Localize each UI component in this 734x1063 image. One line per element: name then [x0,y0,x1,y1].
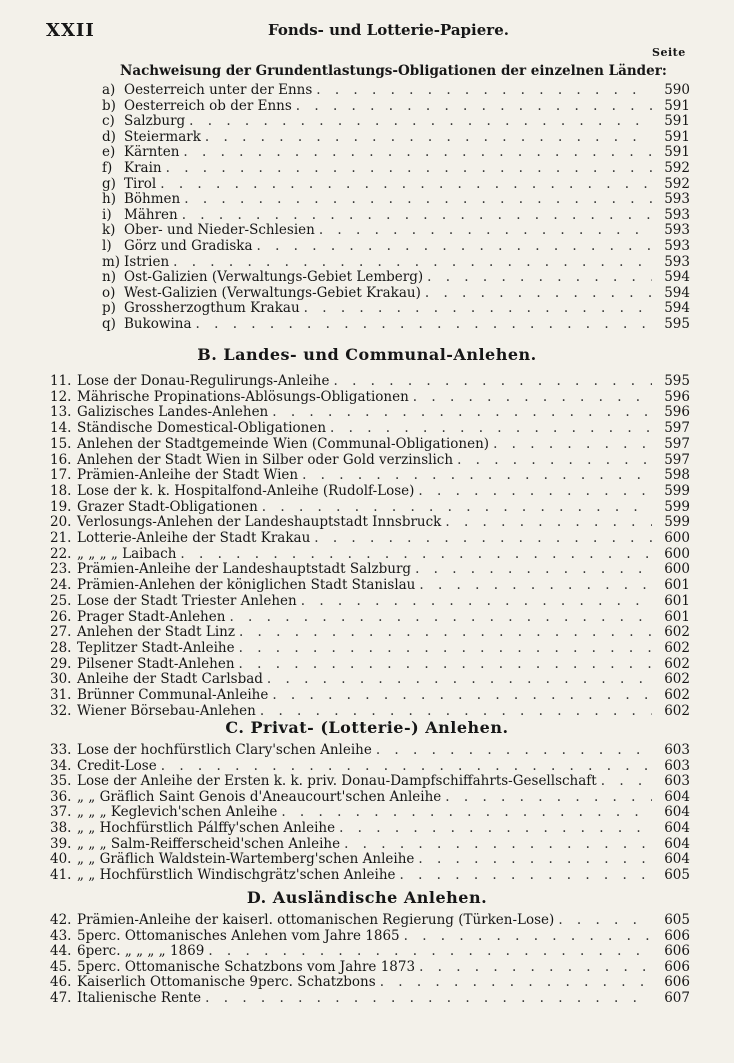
entry-title: Verlosungs-Anlehen der Landeshauptstadt Innsbruck [77,514,442,531]
entry-number: p) [102,300,116,317]
entry-title: Anlehen der Stadt Linz [77,624,235,641]
leader-dots [493,436,652,452]
entry-number: 24. [50,577,72,594]
entry-title: Grossherzogthum Krakau [124,300,300,317]
intro-heading: Nachweisung der Grundentlastungs-Obligationen der einzelnen Länder: [120,63,667,79]
entry-number: 14. [50,420,72,437]
entry-title: Galizisches Landes-Anlehen [77,404,269,421]
leader-dots [229,609,652,625]
entry-page-number: 597 [664,435,690,452]
index-entry [50,499,690,515]
leader-dots [333,373,652,389]
entry-title: Ost-Galizien (Verwaltungs-Gebiet Lemberg) [124,269,424,286]
entry-title: Böhmen [124,191,181,208]
index-entry [50,687,690,703]
entry-number: m) [102,253,121,270]
entry-title: Oesterreich ob der Enns [124,97,292,114]
index-entry [50,773,690,789]
entry-page-number: 603 [664,742,690,758]
index-entry [102,144,690,160]
leader-dots [260,703,652,719]
index-entry [50,836,690,852]
leader-dots [418,851,652,867]
index-entry [102,300,690,316]
entry-title: Lose der Anleihe der Ersten k. k. priv. Donau-Dampfschiffahrts-Gesellschaft [77,773,597,790]
index-entry [50,577,690,593]
entry-number: f) [102,160,113,176]
page-number: XXII [46,20,95,41]
entry-page-number: 602 [664,702,690,719]
entry-title: Krain [124,160,162,176]
entry-page-number: 604 [664,851,690,868]
entry-title: Steiermark [124,128,201,145]
entry-number: 19. [50,498,72,515]
entry-title: Ober- und Nieder-Schlesien [124,222,315,239]
entry-title: Tirol [124,175,157,192]
entry-page-number: 598 [664,467,690,484]
entry-title: Mährische Propinations-Ablösungs-Obligationen [77,388,409,405]
running-title: Fonds- und Lotterie-Papiere. [268,21,509,39]
leader-dots [183,144,652,160]
entry-page-number: 599 [664,498,690,515]
entry-title: Prager Stadt-Anlehen [77,608,226,625]
index-entry [50,703,690,719]
entry-title: Anlehen der Stadtgemeinde Wien (Communal-Obligationen) [77,435,490,452]
leader-dots [281,804,652,820]
entry-title: Lose der k. k. Hospitalfond-Anleihe (Rudolf-Lose) [77,482,415,499]
entry-page-number: 594 [664,269,690,286]
entry-title: Bukowina [124,316,192,332]
entry-page-number: 593 [664,222,690,239]
entry-page-number: 601 [664,608,690,625]
index-entry [50,820,690,836]
leader-dots [160,176,652,192]
entry-number: 29. [50,655,72,672]
index-entry [50,514,690,530]
entry-number: 13. [50,404,72,421]
entry-title: Lose der Stadt Triester Anlehen [77,592,297,609]
entry-number: k) [102,222,116,239]
index-entry [50,671,690,687]
leader-dots [413,389,652,405]
index-entry [50,561,690,577]
entry-page-number: 600 [664,530,690,546]
entry-page-number: 603 [664,757,690,774]
entry-page-number: 591 [664,128,690,145]
entry-page-number: 607 [664,990,690,1006]
index-entry [50,912,690,928]
index-entry [102,238,690,254]
leader-dots [166,160,652,176]
leader-dots [457,452,652,468]
entry-page-number: 599 [664,514,690,531]
entry-page-number: 600 [664,545,690,562]
entry-number: 40. [50,851,72,868]
entry-number: 37. [50,804,72,821]
entry-title: West-Galizien (Verwaltungs-Gebiet Krakau) [124,284,421,301]
entry-number: 28. [50,639,72,656]
entry-number: 23. [50,561,72,578]
index-entry [50,404,690,420]
entry-title: „ „ „ Salm-Reifferscheid'schen Anleihe [77,835,341,852]
leader-dots [189,113,652,129]
leader-dots [208,943,652,959]
entry-number: 17. [50,467,72,484]
index-entry [50,624,690,640]
entry-title: 5perc. Ottomanisches Anlehen vom Jahre 1865 [77,927,400,944]
index-entry [102,191,690,207]
entry-number: 33. [50,742,72,758]
entry-title: „ „ „ „ Laibach [77,545,177,562]
entry-title: Prämien-Anleihe der kaiserl. ottomanischen Regierung (Türken-Lose) [77,912,555,928]
leader-dots [173,254,652,270]
entry-number: 31. [50,687,72,703]
entry-page-number: 605 [664,912,690,928]
entry-number: b) [102,97,116,114]
leader-dots [239,640,652,656]
entry-number: d) [102,128,116,145]
leader-dots [161,758,652,774]
leader-dots [314,530,652,546]
entry-number: 21. [50,530,72,546]
entry-title: Anleihe der Stadt Carlsbad [77,671,263,688]
entry-page-number: 602 [664,687,690,703]
leader-dots [445,789,652,805]
entry-number: 26. [50,608,72,625]
leader-dots [419,959,652,975]
leader-dots [302,467,652,483]
entry-page-number: 601 [664,592,690,609]
section-b-title: B. Landes- und Communal-Anlehen. [197,345,537,364]
entry-title: Grazer Stadt-Obligationen [77,498,258,515]
entry-number: 44. [50,943,72,960]
entry-page-number: 606 [664,927,690,944]
entry-page-number: 595 [664,373,690,389]
entry-page-number: 604 [664,835,690,852]
entry-page-number: 606 [664,958,690,975]
leader-dots [196,316,652,332]
entry-number: 22. [50,545,72,562]
entry-page-number: 597 [664,451,690,468]
entry-page-number: 604 [664,788,690,805]
entry-number: n) [102,269,116,286]
index-entry [50,452,690,468]
entry-title: Lose der Donau-Regulirungs-Anleihe [77,373,330,389]
index-entry [50,851,690,867]
leader-dots [319,222,652,238]
leader-dots [316,82,652,98]
entry-number: 41. [50,866,72,883]
index-entry [50,530,690,546]
index-entry [102,316,690,332]
entry-number: 18. [50,482,72,499]
leader-dots [427,269,652,285]
entry-number: 36. [50,788,72,805]
leader-dots [272,404,652,420]
entry-number: 20. [50,514,72,531]
leader-dots [205,129,652,145]
entry-page-number: 592 [664,175,690,192]
index-entry [50,467,690,483]
index-entry [50,742,690,758]
index-entry [102,285,690,301]
leader-dots [400,867,652,883]
entry-title: Pilsener Stadt-Anlehen [77,655,235,672]
entry-title: Anlehen der Stadt Wien in Silber oder Gold verzinslich [77,451,454,468]
leader-dots [558,912,652,928]
entry-page-number: 605 [664,866,690,883]
entry-page-number: 606 [664,974,690,991]
leader-dots [380,974,652,990]
entry-title: Prämien-Anlehen der königlichen Stadt Stanislau [77,577,416,594]
index-entry [50,609,690,625]
index-entry [50,928,690,944]
entry-page-number: 599 [664,482,690,499]
index-entry [102,254,690,270]
entry-page-number: 590 [664,82,690,98]
entry-title: „ „ Gräflich Waldstein-Wartemberg'schen Anleihe [77,851,415,868]
entry-page-number: 591 [664,97,690,114]
entry-title: 5perc. Ottomanische Schatzbons vom Jahre 1873 [77,958,416,975]
leader-dots [415,561,652,577]
entry-number: 11. [50,373,72,389]
index-entry [50,546,690,562]
entry-title: Salzburg [124,113,186,130]
entry-number: 30. [50,671,72,688]
entry-number: 43. [50,927,72,944]
entry-page-number: 593 [664,253,690,270]
entry-page-number: 594 [664,300,690,317]
entry-number: 42. [50,912,72,928]
entry-title: Kaiserlich Ottomanische 9perc. Schatzbons [77,974,376,991]
entry-number: i) [102,206,112,223]
leader-dots [239,624,652,640]
entry-title: Italienische Rente [77,990,202,1006]
entry-page-number: 602 [664,624,690,641]
entry-page-number: 591 [664,144,690,161]
entry-page-number: 601 [664,577,690,594]
leader-dots [330,420,652,436]
entry-title: „ „ Hochfürstlich Windischgrätz'schen Anleihe [77,866,396,883]
entry-page-number: 602 [664,655,690,672]
index-entry [50,943,690,959]
index-entry [102,129,690,145]
entry-number: 34. [50,757,72,774]
entry-title: Wiener Börsebau-Anlehen [77,702,256,719]
entry-page-number: 593 [664,191,690,208]
index-entry [50,420,690,436]
entry-page-number: 591 [664,113,690,130]
entry-page-number: 593 [664,238,690,254]
entry-page-number: 603 [664,773,690,790]
entry-title: Credit-Lose [77,757,157,774]
leader-dots [239,656,652,672]
entry-title: Lose der hochfürstlich Clary'schen Anleihe [77,742,372,758]
entry-number: e) [102,144,116,161]
entry-number: 35. [50,773,72,790]
index-entry [102,160,690,176]
entry-number: 47. [50,990,72,1006]
index-entry [50,483,690,499]
entry-number: 12. [50,388,72,405]
leader-dots [419,577,652,593]
entry-title: Brünner Communal-Anleihe [77,687,269,703]
entry-title: Prämien-Anleihe der Stadt Wien [77,467,299,484]
entry-page-number: 597 [664,420,690,437]
leader-dots [601,773,652,789]
entry-title: „ „ Hochfürstlich Pálffy'schen Anleihe [77,820,336,836]
index-entry [102,82,690,98]
leader-dots [272,687,652,703]
leader-dots [425,285,652,301]
entry-number: h) [102,191,116,208]
index-entry [50,593,690,609]
index-entry [102,113,690,129]
entry-number: 16. [50,451,72,468]
entry-title: Istrien [124,253,170,270]
entry-number: a) [102,82,116,98]
entry-page-number: 594 [664,284,690,301]
leader-dots [184,191,652,207]
entry-title: Oesterreich unter der Enns [124,82,313,98]
entry-title: Lotterie-Anleihe der Stadt Krakau [77,530,311,546]
entry-page-number: 596 [664,404,690,421]
index-entry [102,207,690,223]
leader-dots [301,593,652,609]
entry-title: Görz und Gradiska [124,238,253,254]
entry-page-number: 595 [664,316,690,332]
leader-dots [376,742,652,758]
leader-dots [445,514,652,530]
index-entry [50,373,690,389]
leader-dots [296,98,652,114]
leader-dots [262,499,652,515]
entry-number: 25. [50,592,72,609]
leader-dots [344,836,652,852]
index-entry [50,656,690,672]
section-c-title: C. Privat- (Lotterie-) Anlehen. [225,718,509,737]
entry-title: Kärnten [124,144,180,161]
entry-page-number: 600 [664,561,690,578]
leader-dots [182,207,652,223]
entry-page-number: 602 [664,639,690,656]
entry-number: 15. [50,435,72,452]
entry-title: Teplitzer Stadt-Anleihe [77,639,235,656]
entry-page-number: 592 [664,160,690,176]
entry-title: „ „ Gräflich Saint Genois d'Aneaucourt'schen Anleihe [77,788,442,805]
section-d-title: D. Ausländische Anlehen. [246,888,488,907]
index-entry [102,176,690,192]
entry-title: Prämien-Anleihe der Landeshauptstadt Salzburg [77,561,412,578]
leader-dots [339,820,652,836]
index-entry [50,436,690,452]
index-entry [50,389,690,405]
entry-number: g) [102,175,116,192]
leader-dots [257,238,653,254]
entry-page-number: 602 [664,671,690,688]
index-entry [50,867,690,883]
entry-number: l) [102,238,112,254]
entry-number: q) [102,316,116,332]
entry-title: Ständische Domestical-Obligationen [77,420,327,437]
entry-page-number: 596 [664,388,690,405]
entry-page-number: 604 [664,804,690,821]
entry-number: 45. [50,958,72,975]
entry-number: o) [102,284,116,301]
entry-title: „ „ „ Keglevich'schen Anleihe [77,804,278,821]
leader-dots [404,928,652,944]
entry-number: 32. [50,702,72,719]
entry-number: 46. [50,974,72,991]
entry-page-number: 606 [664,943,690,960]
index-entry [50,789,690,805]
leader-dots [418,483,652,499]
leader-dots [205,990,652,1006]
leader-dots [304,300,652,316]
entry-number: c) [102,113,115,130]
entry-title: 6perc. „ „ „ „ 1869 [77,943,205,960]
index-entry [102,222,690,238]
entry-title: Mähren [124,206,178,223]
index-entry [50,640,690,656]
seite-label: Seite [652,46,686,59]
entry-number: 27. [50,624,72,641]
index-entry [50,758,690,774]
leader-dots [267,671,652,687]
entry-page-number: 593 [664,206,690,223]
entry-number: 38. [50,820,72,836]
index-entry [102,98,690,114]
index-entry [50,990,690,1006]
index-entry [50,804,690,820]
entry-number: 39. [50,835,72,852]
entry-page-number: 604 [664,820,690,836]
index-entry [50,974,690,990]
leader-dots [180,546,652,562]
index-entry [102,269,690,285]
index-entry [50,959,690,975]
